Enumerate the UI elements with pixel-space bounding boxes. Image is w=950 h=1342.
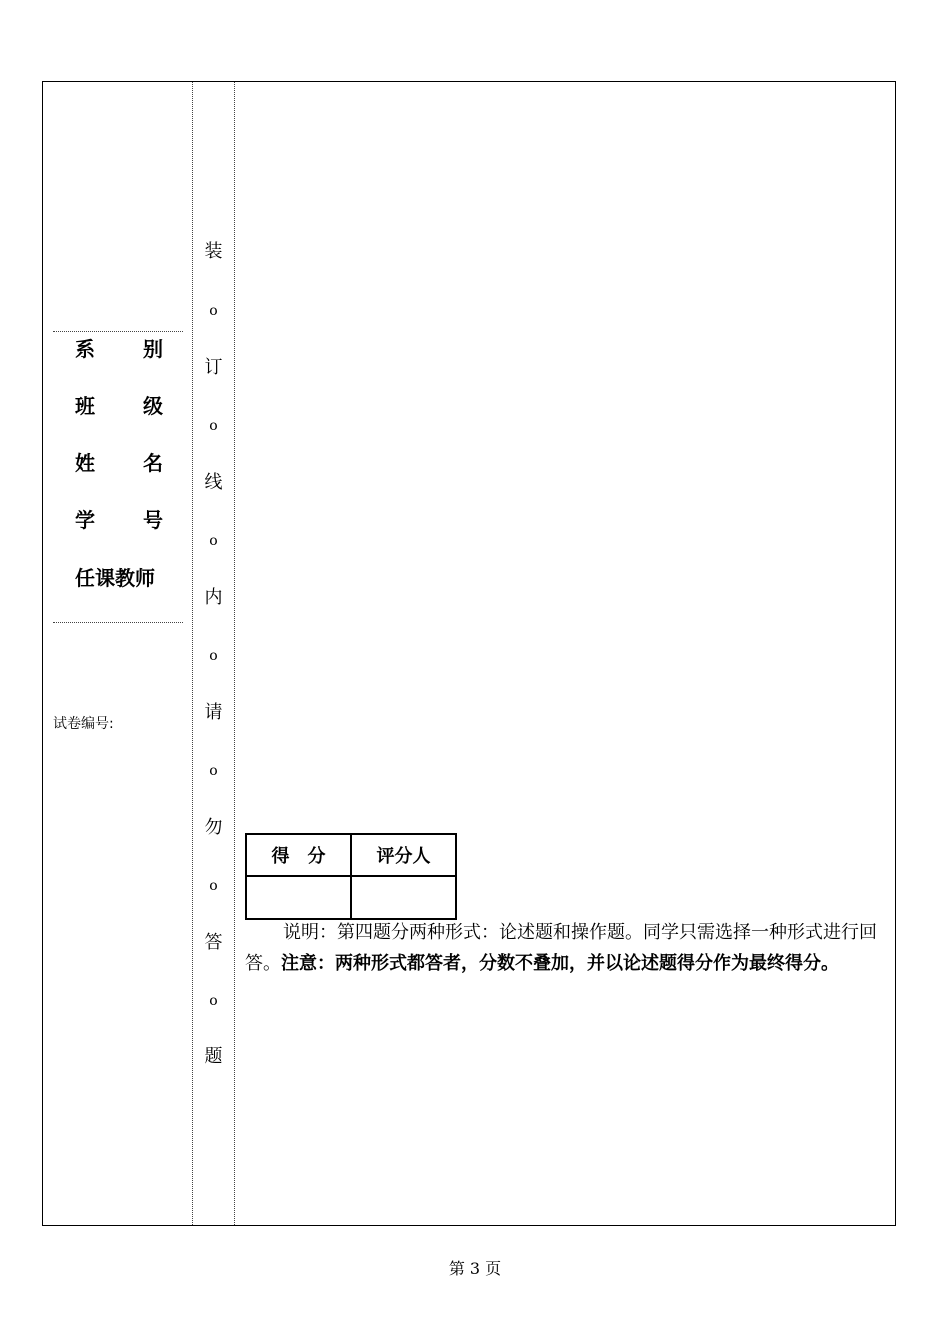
binding-separator: o — [209, 648, 218, 664]
grader-header: 评分人 — [351, 834, 456, 876]
binding-char: 答 — [204, 932, 223, 953]
binding-separator: o — [209, 878, 218, 894]
score-table — [245, 833, 457, 920]
score-table-header-row — [246, 834, 456, 876]
score-cell[interactable] — [246, 876, 351, 919]
grader-cell[interactable] — [351, 876, 456, 919]
bottom-dotted-divider — [53, 622, 183, 623]
binding-separator: o — [209, 303, 218, 319]
name-label-1: 姓 — [75, 451, 95, 475]
binding-char: 勿 — [204, 817, 223, 838]
binding-separator: o — [209, 763, 218, 779]
binding-char: 订 — [204, 357, 223, 378]
attention-text: 注意：两种形式都答者，分数不叠加，并以论述题得分作为最终得分。 — [281, 953, 839, 974]
binding-char: 装 — [204, 241, 223, 262]
name-label-2: 名 — [143, 451, 163, 475]
top-dotted-divider — [53, 331, 183, 332]
exam-page-frame — [42, 81, 896, 1226]
student-id-label-2: 号 — [143, 508, 163, 532]
binding-separator: o — [209, 418, 218, 434]
class-field — [75, 391, 163, 421]
paper-number-label: 试卷编号: — [53, 716, 114, 732]
score-header: 得 分 — [246, 834, 351, 876]
page-number: 第 3 页 — [448, 1259, 502, 1278]
score-table-value-row — [246, 876, 456, 919]
class-label-1: 班 — [75, 394, 95, 418]
student-id-field — [75, 505, 163, 535]
binding-char: 题 — [204, 1046, 223, 1067]
name-field — [75, 448, 163, 478]
binding-separator: o — [209, 533, 218, 549]
student-info-column — [43, 82, 192, 1225]
answer-area — [235, 82, 895, 1225]
binding-char: 线 — [204, 472, 223, 493]
class-label-2: 级 — [143, 394, 163, 418]
teacher-field — [75, 563, 163, 593]
instruction-note — [245, 917, 890, 979]
student-id-label-1: 学 — [75, 508, 95, 532]
department-field — [75, 334, 163, 364]
binding-separator: o — [209, 993, 218, 1009]
teacher-label: 任课教师 — [75, 566, 155, 590]
instruction-text: 说明：第四题分两种形式：论述题和操作题。同学只需选择一种形式进行回答。 — [245, 922, 877, 974]
binding-char: 内 — [204, 587, 223, 608]
binding-char: 请 — [204, 702, 223, 723]
department-label-1: 系 — [75, 337, 95, 361]
department-label-2: 别 — [143, 337, 163, 361]
